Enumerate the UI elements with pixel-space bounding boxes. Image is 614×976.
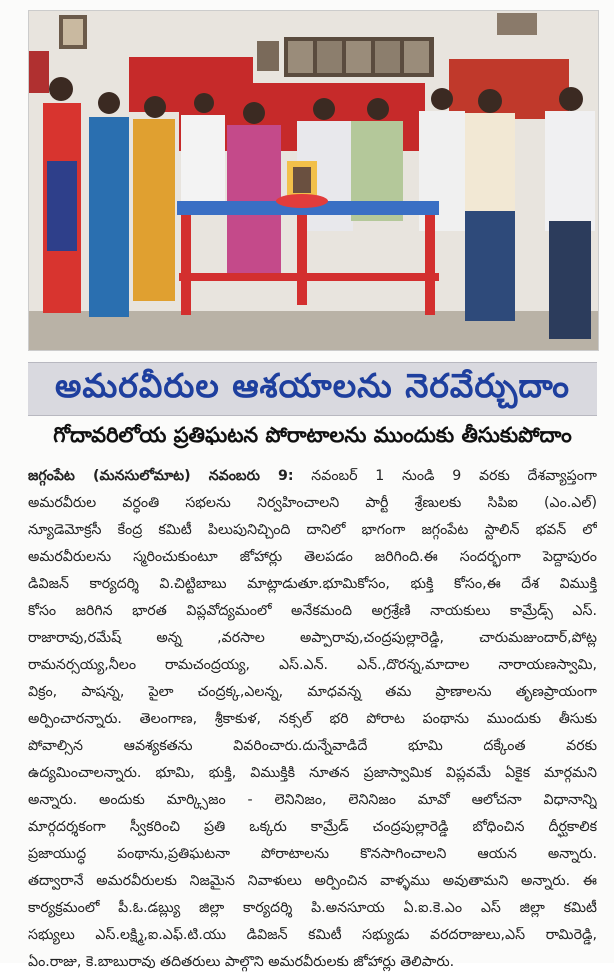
article-line: అమరవీరుల వర్ధంతి సభలను నిర్వహించాలని పార్టీ శ్రేణులకు సిపిఐ (ఎం.ఎల్) (28, 495, 597, 511)
article-line: ప్రజాయుద్ధ పంథాను,ప్రతిఘటనా పోరాటాలను కొనసాగించాలని ఆయన అన్నారు. (28, 846, 597, 862)
article-line: అన్నారు. అందుకు మార్క్సిజం - లెనినిజం, లెనినిజం మావో ఆలోచనా విధానాన్ని (28, 792, 597, 808)
article-line: సభ్యులు ఎస్.లక్ష్మి,ఐ.ఎఫ్.టి.యు డివిజన్ కమిటీ సభ్యుడు వరదరాజులు,ఎస్ రామిరెడ్డి, (28, 927, 597, 943)
article-line: పోవాల్సిన ఆవశ్యకతను వివరించారు.దున్నేవాడిదే భూమి దక్కేంత వరకు (28, 738, 597, 754)
headline: అమరవీరుల ఆశయాలను నెరవేర్చుదాం (54, 365, 571, 405)
article-line: డివిజన్ కార్యదర్శి వి.చిట్టిబాబు మాట్లాడుతూ.భూమికోసం, భుక్తి కోసం,ఈ దేశ విముక్తి (28, 576, 597, 592)
dateline: జగ్గంపేట (మనసులోమాట) నవంబరు 9: (28, 468, 294, 484)
article-line: ఏం.రాజు, కె.బాబురావు తదితరులు పాల్గొని అమరవీరులకు జోహార్లు తెలిపారు. (28, 954, 455, 970)
article-line: కోసం జరిగిన భారత విప్లవోద్యమంలో అనేకమంది అగ్రశ్రేణి నాయకులు కామ్రేడ్స్ ఎస్. (28, 603, 597, 619)
article-line: ఉద్యమించాలన్నారు. భూమి, భుక్తి, విముక్తికి నూతన ప్రజాస్వామిక విప్లవమే ఏకైక మార్గమని (28, 765, 597, 781)
article-line: విక్రం, పాషన్న, పైలా చంద్రక్క,ఎలన్న, మాధవన్న తమ ప్రాణాలను తృణప్రాయంగా (28, 684, 597, 700)
article-line: తద్వారానే అమరవీరులకు నిజమైన నివాళులు అర్పించిన వాళ్ళము అవుతామని అన్నారు. ఈ (28, 873, 597, 889)
article-line: రామనర్సయ్య,నీలం రామచంద్రయ్య, ఎస్.ఎన్. ఎన్.,దొరన్న,మాదాల నారాయణస్వామి, (28, 657, 597, 673)
group-photo (28, 10, 599, 351)
article-body (28, 463, 597, 970)
article-line: రాజారావు,రమేష్ అన్న ,వరసాల అప్పారావు,చంద్రపుల్లారెడ్డి, చారుమజుందార్,పోట్ల (28, 630, 597, 646)
article-line: న్యూడెమోక్రసీ కేంద్ర కమిటీ పిలుపునిచ్చింది దానిలో భాగంగా జగ్గంపేట స్టాలిన్ భవన్ లో (28, 522, 597, 538)
subheadline-bar (28, 421, 597, 455)
article-line: కార్యక్రమంలో పీ.ఓ.డబ్ల్యు జిల్లా కార్యదర్శి పి.అనసూయ ఏ.ఐ.కె.ఎం ఎస్ జిల్లా కమిటీ (28, 900, 597, 916)
subheadline: గోదావరిలోయ ప్రతిఘటన పోరాటాలను ముందుకు తీసుకుపోదాం (53, 423, 572, 447)
article-line: జగ్గంపేట (మనసులోమాట) నవంబరు 9: నవంబర్ 1 నుండి 9 వరకు దేశవ్యాప్తంగా (28, 468, 597, 484)
headline-bar (28, 362, 597, 416)
article-line: అర్పించారన్నారు. తెలంగాణ, శ్రీకాకుళ, నక్సల్ భరి పోరాట పంథాను ముందుకు తీసుకు (28, 711, 597, 727)
article-line: మార్గదర్శకంగా స్వీకరించి ప్రతి ఒక్కరు కామ్రేడ్ చంద్రపుల్లారెడ్డి బోధించిన దీర్ఘకాలిక (28, 819, 597, 835)
article-line: అమరవీరులను స్మరించుకుంటూ జోహార్లు తెలపడం జరిగింది.ఈ సందర్భంగా పెద్దాపురం (28, 549, 597, 565)
